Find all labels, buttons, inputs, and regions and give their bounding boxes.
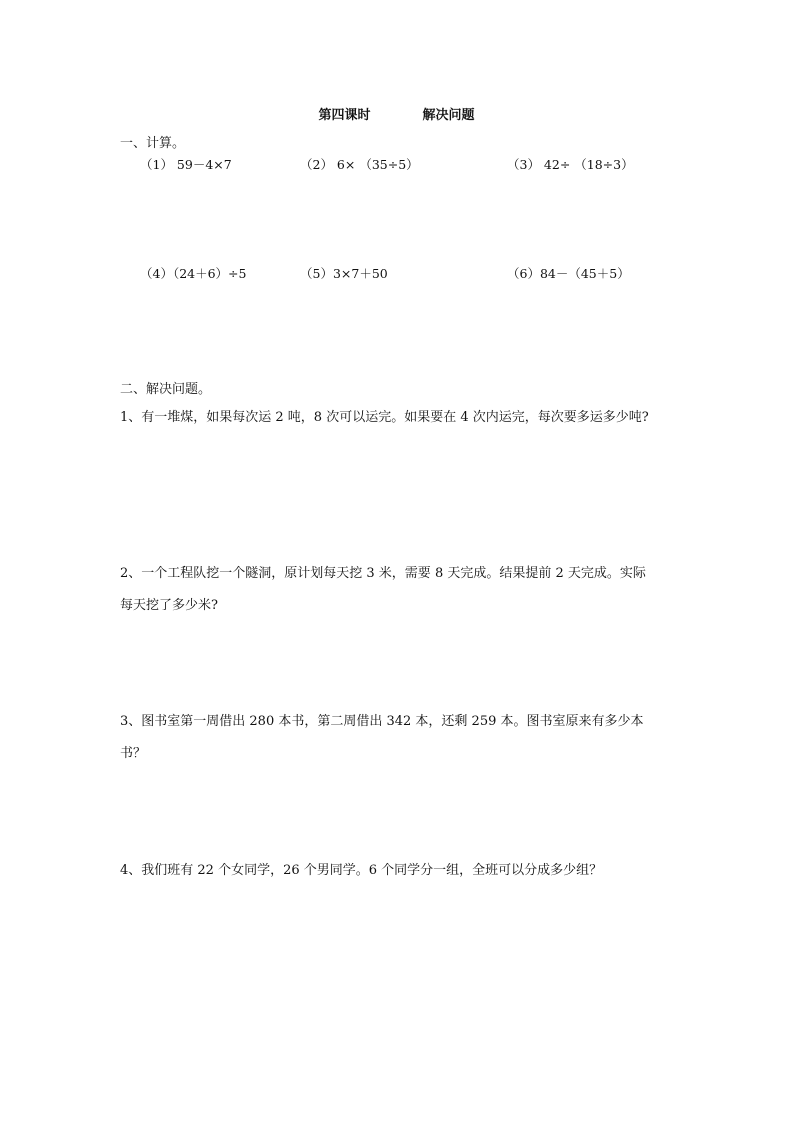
problem-2-line-1: 2、一个工程队挖一个隧洞，原计划每天挖 3 米，需要 8 天完成。结果提前 2 天完成。实际 [120, 566, 646, 581]
problem-3-line-2: 书？ [120, 746, 147, 761]
word-problem-2 [120, 558, 680, 622]
section-problems-heading: 二、解决问题。 [120, 382, 212, 397]
page-title [0, 104, 793, 123]
word-problem-3 [120, 706, 680, 770]
problem-1-line-1: 1、有一堆煤，如果每次运 2 吨，8 次可以运完。如果要在 4 次内运完，每次要多运多少吨? [120, 410, 649, 425]
calc-item-1: （1） 59－4×7 [140, 157, 232, 172]
problem-2-line-2: 每天挖了多少米? [120, 598, 218, 613]
calc-item-4: （4）（24＋6）÷5 [140, 266, 247, 281]
word-problem-4 [120, 855, 680, 887]
calc-item-6: （6）84－（45＋5） [507, 266, 630, 281]
calc-item-3: （3） 42÷ （18÷3） [507, 157, 634, 172]
section-calculation-heading: 一、计算。 [120, 136, 186, 151]
problem-4-line-1: 4、我们班有 22 个女同学，26 个男同学。6 个同学分一组，全班可以分成多少组？ [120, 863, 603, 878]
word-problem-1 [120, 402, 680, 434]
calc-item-2: （2） 6× （35÷5） [300, 157, 419, 172]
calc-item-5: （5）3×7＋50 [300, 266, 388, 281]
lesson-topic: 解决问题 [422, 108, 475, 123]
problem-3-line-1: 3、图书室第一周借出 280 本书，第二周借出 342 本，还剩 259 本。图书室原来有多少本 [120, 714, 644, 729]
lesson-label: 第四课时 [318, 108, 371, 123]
